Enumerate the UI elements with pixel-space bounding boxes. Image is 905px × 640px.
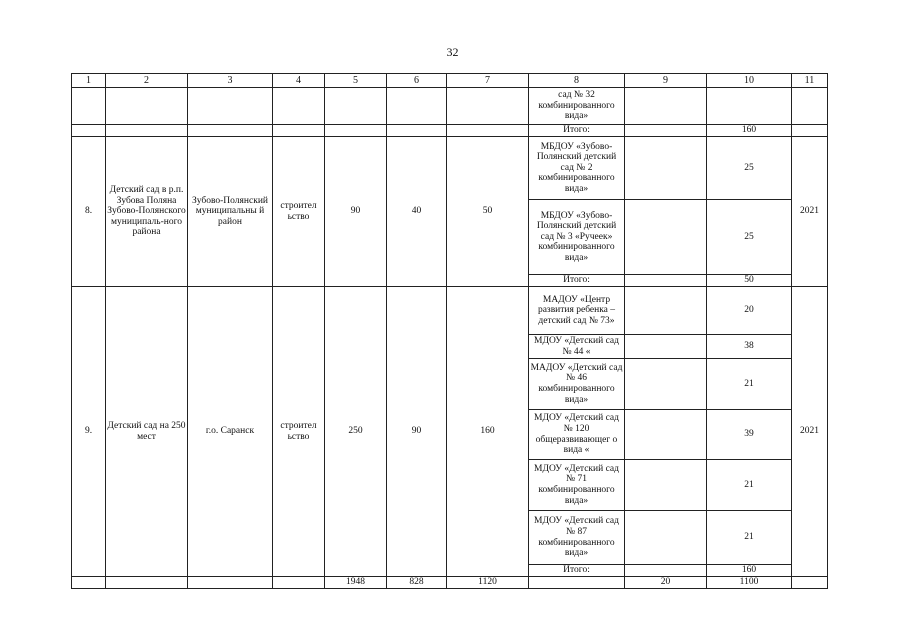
- capacity-total: 250: [325, 287, 387, 577]
- cell-empty: [325, 88, 387, 125]
- col9-cell: [625, 335, 707, 359]
- capacity-col7: 50: [447, 137, 529, 287]
- cell-empty: [625, 275, 707, 287]
- cell-empty: [106, 577, 188, 589]
- subtotal-value: 160: [707, 565, 792, 577]
- col10-cell: 39: [707, 410, 792, 460]
- col9-cell: [625, 511, 707, 565]
- cell-empty: [387, 88, 447, 125]
- school-name-cell: МАДОУ «Детский сад № 46 комбинированного вида»: [529, 359, 625, 410]
- table-row: [72, 88, 828, 125]
- subtotal-label: Итого:: [529, 275, 625, 287]
- cell-empty: [625, 125, 707, 137]
- subtotal-value: 50: [707, 275, 792, 287]
- col9-cell: [625, 460, 707, 511]
- totals-row: [72, 577, 828, 589]
- column-number: 11: [792, 74, 828, 88]
- cell-empty: [273, 577, 325, 589]
- cell-empty: [72, 125, 106, 137]
- object-name: Детский сад в р.п. Зубова Поляна Зубово-Полянского муниципаль-ного района: [106, 137, 188, 287]
- column-number: 9: [625, 74, 707, 88]
- col10-cell: 20: [707, 287, 792, 335]
- row-number: 8.: [72, 137, 106, 287]
- col10-cell: 38: [707, 335, 792, 359]
- school-name-cell: МДОУ «Детский сад № 71 комбинированного вида»: [529, 460, 625, 511]
- column-number: 10: [707, 74, 792, 88]
- table-row: [72, 137, 828, 200]
- cell-empty: [792, 88, 828, 125]
- allocation-table: [71, 73, 828, 589]
- total-col9: 20: [625, 577, 707, 589]
- district-name: Зубово-Полянский муниципальны й район: [188, 137, 273, 287]
- column-number: 4: [273, 74, 325, 88]
- col10-cell: 25: [707, 200, 792, 275]
- capacity-col7: 160: [447, 287, 529, 577]
- cell-empty: [106, 88, 188, 125]
- cell-empty: [792, 577, 828, 589]
- total-col6: 828: [387, 577, 447, 589]
- year-cell: 2021: [792, 287, 828, 577]
- cell-empty: [188, 577, 273, 589]
- object-name: Детский сад на 250 мест: [106, 287, 188, 577]
- cell-empty: [188, 125, 273, 137]
- cell-empty: [72, 88, 106, 125]
- cell-empty: [72, 577, 106, 589]
- cell-empty: [707, 88, 792, 125]
- capacity-col6: 90: [387, 287, 447, 577]
- year-cell: 2021: [792, 137, 828, 287]
- school-name-cell: МДОУ «Детский сад № 87 комбинированного вида»: [529, 511, 625, 565]
- cell-empty: [273, 125, 325, 137]
- cell-empty: [625, 565, 707, 577]
- work-type: строител ьство: [273, 137, 325, 287]
- cell-empty: [325, 125, 387, 137]
- column-number: 1: [72, 74, 106, 88]
- subtotal-row: [72, 125, 828, 137]
- column-number: 2: [106, 74, 188, 88]
- district-name: г.о. Саранск: [188, 287, 273, 577]
- school-name-cell: сад № 32 комбинированного вида»: [529, 88, 625, 125]
- col9-cell: [625, 410, 707, 460]
- work-type: строител ьство: [273, 287, 325, 577]
- total-col10: 1100: [707, 577, 792, 589]
- column-number: 6: [387, 74, 447, 88]
- col10-cell: 21: [707, 359, 792, 410]
- cell-empty: [529, 577, 625, 589]
- col9-cell: [625, 287, 707, 335]
- column-number: 7: [447, 74, 529, 88]
- school-name-cell: МБДОУ «Зубово-Полянский детский сад № 3 «Ручеек» комбинированного вида»: [529, 200, 625, 275]
- cell-empty: [447, 125, 529, 137]
- col9-cell: [625, 359, 707, 410]
- col9-cell: [625, 137, 707, 200]
- total-col7: 1120: [447, 577, 529, 589]
- cell-empty: [447, 88, 529, 125]
- capacity-col6: 40: [387, 137, 447, 287]
- col10-cell: 25: [707, 137, 792, 200]
- cell-empty: [273, 88, 325, 125]
- page-number: 32: [446, 45, 459, 59]
- cell-empty: [188, 88, 273, 125]
- cell-empty: [792, 125, 828, 137]
- col9-cell: [625, 200, 707, 275]
- column-number: 3: [188, 74, 273, 88]
- column-number: 5: [325, 74, 387, 88]
- school-name-cell: МДОУ «Детский сад № 120 общеразвивающег о вида «: [529, 410, 625, 460]
- total-col5: 1948: [325, 577, 387, 589]
- table-row: [72, 287, 828, 335]
- subtotal-label: Итого:: [529, 565, 625, 577]
- school-name-cell: МБДОУ «Зубово-Полянский детский сад № 2 комбинированного вида»: [529, 137, 625, 200]
- table-body: [72, 74, 828, 589]
- cell-empty: [625, 88, 707, 125]
- column-number-row: [72, 74, 828, 88]
- subtotal-value: 160: [707, 125, 792, 137]
- col10-cell: 21: [707, 460, 792, 511]
- cell-empty: [106, 125, 188, 137]
- cell-empty: [387, 125, 447, 137]
- school-name-cell: МДОУ «Детский сад № 44 «: [529, 335, 625, 359]
- subtotal-label: Итого:: [529, 125, 625, 137]
- school-name-cell: МАДОУ «Центр развития ребенка – детский сад № 73»: [529, 287, 625, 335]
- col10-cell: 21: [707, 511, 792, 565]
- row-number: 9.: [72, 287, 106, 577]
- capacity-total: 90: [325, 137, 387, 287]
- column-number: 8: [529, 74, 625, 88]
